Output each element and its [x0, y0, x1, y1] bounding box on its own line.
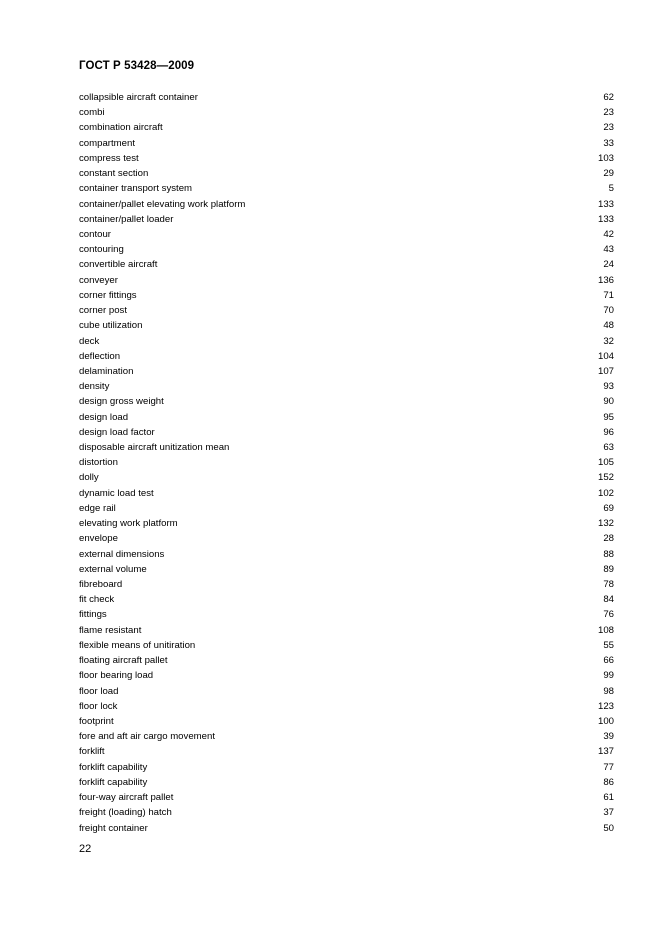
index-page-number: 132 [597, 518, 614, 530]
index-term: forklift capability [79, 761, 148, 773]
index-entry [79, 760, 614, 775]
index-page-number: 32 [603, 335, 614, 347]
index-entry [79, 120, 614, 135]
index-page-number: 29 [603, 168, 614, 180]
index-entry [79, 562, 614, 577]
index-entry [79, 501, 614, 516]
index-page-number: 71 [603, 289, 614, 301]
index-term: design load [79, 411, 129, 423]
index-entry [79, 577, 614, 592]
index-page-number: 152 [597, 472, 614, 484]
index-term: floating aircraft pallet [79, 655, 168, 667]
index-entry [79, 668, 614, 683]
index-page-number: 23 [603, 122, 614, 134]
index-term: contouring [79, 244, 124, 256]
index-page-number: 55 [603, 639, 614, 651]
index-page-number: 108 [597, 624, 614, 636]
index-entry [79, 166, 614, 181]
index-page-number: 99 [603, 670, 614, 682]
index-page-number: 104 [597, 350, 614, 362]
index-list [79, 90, 614, 836]
index-term: corner post [79, 305, 127, 317]
index-term: distortion [79, 457, 118, 469]
index-entry [79, 531, 614, 546]
index-entry [79, 684, 614, 699]
index-term: conveyer [79, 274, 118, 286]
index-entry [79, 212, 614, 227]
index-page-number: 96 [603, 426, 614, 438]
index-term: contour [79, 228, 111, 240]
index-page-number: 69 [603, 502, 614, 514]
index-entry [79, 744, 614, 759]
index-entry [79, 821, 614, 836]
index-entry [79, 288, 614, 303]
index-term: freight (loading) hatch [79, 807, 172, 819]
index-entry [79, 349, 614, 364]
index-page-number: 100 [597, 715, 614, 727]
index-page-number: 43 [603, 244, 614, 256]
index-entry [79, 699, 614, 714]
index-term: container transport system [79, 183, 193, 195]
index-page-number: 102 [597, 487, 614, 499]
index-term: fit check [79, 594, 115, 606]
index-page-number: 28 [603, 533, 614, 545]
page-number: 22 [79, 843, 92, 855]
index-entry [79, 151, 614, 166]
index-term: freight container [79, 822, 148, 834]
index-page-number: 62 [603, 92, 614, 103]
index-entry [79, 440, 614, 455]
index-term: fibreboard [79, 579, 123, 590]
index-page-number: 93 [603, 381, 614, 393]
index-page-number: 48 [603, 320, 614, 332]
index-term: floor lock [79, 700, 118, 712]
index-page-number: 89 [603, 563, 614, 575]
index-term: forklift capability [79, 776, 148, 788]
index-term: compress test [79, 152, 139, 164]
index-entry [79, 318, 614, 333]
index-term: delamination [79, 365, 134, 377]
index-term: design load factor [79, 426, 155, 438]
index-page-number: 107 [597, 365, 614, 377]
index-page-number: 86 [603, 776, 614, 788]
index-entry [79, 364, 614, 379]
index-page-number: 84 [603, 594, 614, 606]
index-page-number: 42 [603, 228, 614, 240]
index-page-number: 23 [603, 107, 614, 119]
index-term: disposable aircraft unitization mean [79, 442, 230, 454]
index-page-number: 137 [597, 746, 614, 758]
index-term: convertible aircraft [79, 259, 158, 271]
index-page-number: 136 [597, 274, 614, 286]
index-page-number: 95 [603, 411, 614, 423]
index-entry [79, 805, 614, 820]
index-entry [79, 273, 614, 288]
document-header: ГОСТ Р 53428—2009 [79, 60, 195, 72]
index-page-number: 70 [603, 305, 614, 317]
index-page-number: 24 [603, 259, 614, 271]
index-page-number: 105 [597, 457, 614, 469]
index-page-number: 33 [603, 137, 614, 149]
index-term: dolly [79, 472, 99, 484]
index-term: forklift [79, 746, 105, 758]
index-term: combi [79, 107, 105, 119]
index-page-number: 123 [597, 700, 614, 712]
index-entry [79, 653, 614, 668]
index-entry [79, 136, 614, 151]
index-term: four-way aircraft pallet [79, 792, 174, 804]
index-entry [79, 775, 614, 790]
index-entry [79, 303, 614, 318]
index-page-number: 133 [597, 198, 614, 210]
index-entry [79, 455, 614, 470]
index-term: design gross weight [79, 396, 164, 408]
index-entry [79, 197, 614, 212]
index-entry [79, 90, 614, 105]
index-entry [79, 714, 614, 729]
index-term: container/pallet loader [79, 213, 174, 225]
index-term: flame resistant [79, 624, 142, 636]
index-page-number: 103 [597, 152, 614, 164]
index-term: deck [79, 335, 100, 347]
index-entry [79, 470, 614, 485]
index-entry [79, 425, 614, 440]
index-page-number: 37 [603, 807, 614, 819]
index-term: collapsible aircraft container [79, 92, 198, 103]
index-page-number: 39 [603, 731, 614, 743]
index-term: dynamic load test [79, 487, 154, 499]
index-entry [79, 607, 614, 622]
index-entry [79, 790, 614, 805]
index-entry [79, 105, 614, 120]
index-entry [79, 486, 614, 501]
index-entry [79, 547, 614, 562]
index-term: constant section [79, 168, 149, 180]
index-term: fittings [79, 609, 107, 621]
index-term: footprint [79, 715, 114, 727]
index-page-number: 61 [603, 792, 614, 804]
index-entry [79, 638, 614, 653]
index-entry [79, 227, 614, 242]
index-term: fore and aft air cargo movement [79, 731, 215, 743]
index-entry [79, 334, 614, 349]
index-term: flexible means of unitiration [79, 639, 196, 651]
index-term: external volume [79, 563, 147, 575]
index-term: external dimensions [79, 548, 165, 560]
index-entry [79, 257, 614, 272]
index-page-number: 77 [603, 761, 614, 773]
index-term: elevating work platform [79, 518, 178, 530]
index-entry [79, 410, 614, 425]
index-entry [79, 242, 614, 257]
index-term: cube utilization [79, 320, 143, 332]
index-term: corner fittings [79, 289, 137, 301]
index-term: container/pallet elevating work platform [79, 198, 246, 210]
index-term: envelope [79, 533, 118, 545]
index-term: edge rail [79, 502, 116, 514]
index-term: floor bearing load [79, 670, 154, 682]
index-page-number: 98 [603, 685, 614, 697]
index-entry [79, 729, 614, 744]
index-entry [79, 592, 614, 607]
index-page-number: 76 [603, 609, 614, 621]
index-page-number: 88 [603, 548, 614, 560]
index-entry [79, 379, 614, 394]
index-entry [79, 181, 614, 196]
index-page-number: 78 [603, 579, 614, 590]
index-entry [79, 516, 614, 531]
index-page-number: 5 [608, 183, 614, 195]
index-term: compartment [79, 137, 135, 149]
index-page-number: 90 [603, 396, 614, 408]
index-term: combination aircraft [79, 122, 163, 134]
index-page-number: 50 [603, 822, 614, 834]
index-entry [79, 394, 614, 409]
index-page-number: 133 [597, 213, 614, 225]
index-page-number: 63 [603, 442, 614, 454]
index-term: floor load [79, 685, 119, 697]
index-entry [79, 623, 614, 638]
index-term: deflection [79, 350, 121, 362]
index-term: density [79, 381, 110, 393]
index-page-number: 66 [603, 655, 614, 667]
